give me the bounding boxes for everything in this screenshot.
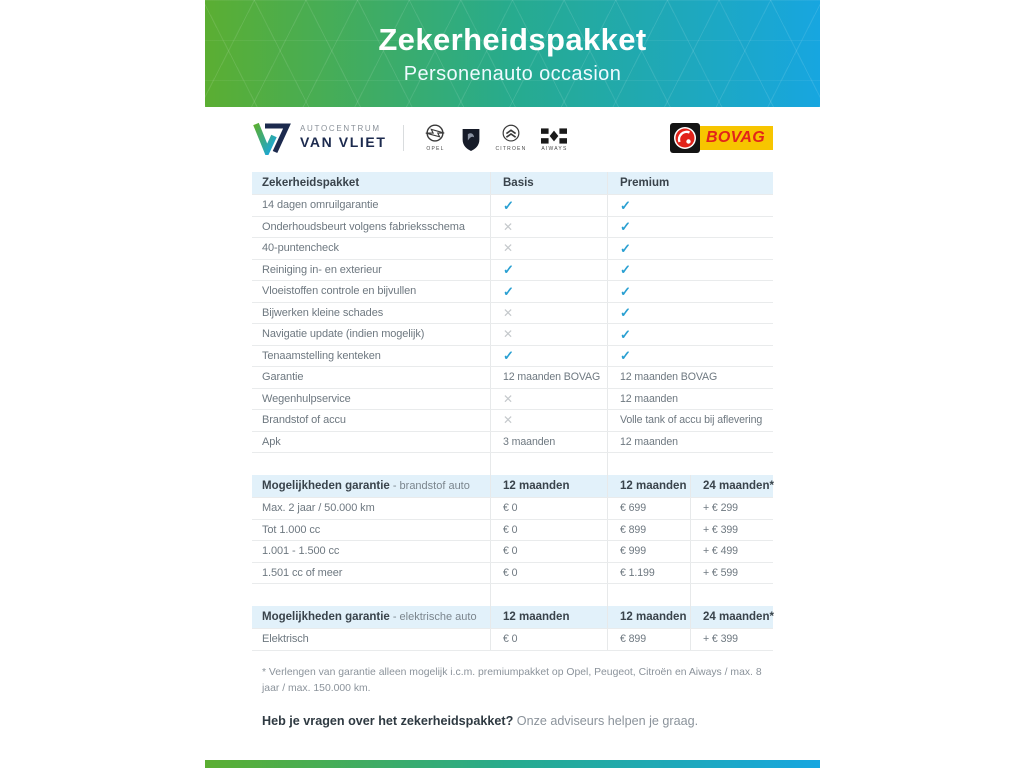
basis-cell: [490, 238, 607, 259]
fuel-header-col3: 24 maanden*: [690, 475, 773, 497]
basis-cell: [490, 324, 607, 345]
footer-gradient-bar: [205, 760, 820, 768]
basis-cell: [490, 367, 607, 388]
price-cell: € 0: [490, 498, 607, 519]
cross-icon: ✕: [503, 327, 513, 342]
row-label: 40-puntencheck: [262, 242, 339, 255]
closing-line: [252, 714, 773, 728]
row-label: 1.501 cc of meer: [262, 566, 343, 579]
price-cell: + € 399: [690, 520, 773, 541]
cell-value: 12 maanden BOVAG: [503, 371, 601, 384]
peugeot-logo: [462, 129, 480, 152]
fuel-table-title: [252, 475, 490, 497]
logo-divider: [403, 125, 404, 151]
check-icon: ✓: [503, 197, 514, 213]
price-row: [252, 520, 773, 542]
opel-label: OPEL: [426, 146, 445, 152]
row-label: Brandstof of accu: [262, 414, 346, 427]
price-row: [252, 541, 773, 563]
closing-answer: Onze adviseurs helpen je graag.: [513, 713, 699, 728]
premium-cell: [607, 195, 773, 216]
fuel-table-header: [252, 475, 773, 498]
check-icon: ✓: [620, 197, 631, 213]
premium-cell: [607, 217, 773, 238]
opel-logo-icon: [423, 123, 447, 145]
price-row: [252, 563, 773, 585]
dealer-name-top: AUTOCENTRUM: [300, 123, 381, 133]
electric-header-col1: 12 maanden: [490, 606, 607, 628]
fuel-warranty-table: [252, 475, 773, 584]
package-table-header: [252, 172, 773, 195]
price-row: [252, 498, 773, 520]
v7-logo-icon: [252, 121, 292, 155]
citroen-logo: [495, 123, 526, 152]
electric-table-title: [252, 606, 490, 628]
premium-cell: [607, 432, 773, 453]
check-icon: ✓: [620, 305, 631, 321]
fuel-title-bold: Mogelijkheden garantie: [262, 480, 390, 492]
logo-row: [252, 115, 773, 160]
bovag-logo: [670, 123, 773, 153]
basis-cell: [490, 389, 607, 410]
basis-cell: [490, 260, 607, 281]
row-label: Max. 2 jaar / 50.000 km: [262, 502, 375, 515]
page-title: Zekerheidspakket: [378, 21, 647, 57]
table-gap: [252, 584, 773, 606]
row-label: Wegenhulpservice: [262, 392, 351, 405]
package-table-row: [252, 324, 773, 346]
cell-value: Volle tank of accu bij aflevering: [620, 414, 763, 427]
closing-question: Heb je vragen over het zekerheidspakket?: [262, 713, 514, 728]
package-table-body: [252, 195, 773, 453]
price-cell: € 0: [490, 520, 607, 541]
basis-cell: [490, 432, 607, 453]
cross-icon: ✕: [503, 241, 513, 256]
fuel-table-body: [252, 498, 773, 584]
check-icon: ✓: [503, 348, 514, 364]
electric-header-col3: 24 maanden*: [690, 606, 773, 628]
cell-value: 12 maanden: [620, 392, 678, 405]
cell-value: 12 maanden: [620, 435, 678, 448]
brand-logos: [423, 123, 567, 152]
check-icon: ✓: [620, 219, 631, 235]
price-cell: + € 399: [690, 629, 773, 650]
row-label: Garantie: [262, 371, 304, 384]
check-icon: ✓: [620, 348, 631, 364]
premium-cell: [607, 238, 773, 259]
package-table-row: [252, 195, 773, 217]
citroen-logo-icon: [499, 123, 523, 145]
premium-cell: [607, 260, 773, 281]
bovag-logo-icon: [670, 123, 700, 153]
package-table-row: [252, 303, 773, 325]
package-table-row: [252, 238, 773, 260]
electric-title-rest: - elektrische auto: [392, 611, 477, 623]
package-header-label: Zekerheidspakket: [262, 177, 360, 189]
package-table-row: [252, 432, 773, 454]
opel-logo: [423, 123, 447, 152]
electric-table-header: [252, 606, 773, 629]
premium-cell: [607, 346, 773, 367]
cell-value: 3 maanden: [503, 435, 556, 448]
price-cell: + € 499: [690, 541, 773, 562]
package-table-row: [252, 346, 773, 368]
fuel-header-col2: 12 maanden: [607, 475, 690, 497]
row-label: 1.001 - 1.500 cc: [262, 545, 340, 558]
table-gap: [252, 453, 773, 475]
row-label: Elektrisch: [262, 633, 309, 646]
price-cell: + € 299: [690, 498, 773, 519]
cell-value: 12 maanden BOVAG: [620, 371, 718, 384]
basis-cell: [490, 217, 607, 238]
row-label: Navigatie update (indien mogelijk): [262, 328, 425, 341]
price-cell: € 0: [490, 563, 607, 584]
fuel-header-col1: 12 maanden: [490, 475, 607, 497]
package-table-row: [252, 260, 773, 282]
row-label: Reiniging in- en exterieur: [262, 263, 382, 276]
check-icon: ✓: [503, 262, 514, 278]
peugeot-logo-icon: [462, 129, 480, 151]
package-header-premium: Premium: [607, 172, 773, 194]
price-cell: € 0: [490, 629, 607, 650]
price-cell: € 899: [607, 520, 690, 541]
price-cell: € 0: [490, 541, 607, 562]
price-cell: € 1.199: [607, 563, 690, 584]
premium-cell: [607, 410, 773, 431]
row-label: Onderhoudsbeurt volgens fabrieksschema: [262, 220, 465, 233]
row-label: 14 dagen omruilgarantie: [262, 199, 379, 212]
banner: [205, 0, 820, 107]
package-table-row: [252, 367, 773, 389]
price-cell: + € 599: [690, 563, 773, 584]
check-icon: ✓: [620, 326, 631, 342]
cross-icon: ✕: [503, 219, 513, 234]
aiways-logo-icon: [541, 127, 567, 145]
citroen-label: CITROEN: [495, 146, 527, 152]
basis-cell: [490, 195, 607, 216]
package-table-row: [252, 217, 773, 239]
check-icon: ✓: [620, 240, 631, 256]
check-icon: ✓: [503, 283, 514, 299]
package-header-basis: Basis: [490, 172, 607, 194]
package-table-row: [252, 410, 773, 432]
fuel-title-rest: - brandstof auto: [392, 480, 470, 492]
cross-icon: ✕: [503, 413, 513, 428]
electric-table-body: [252, 629, 773, 651]
premium-cell: [607, 303, 773, 324]
basis-cell: [490, 346, 607, 367]
basis-cell: [490, 303, 607, 324]
price-row: [252, 629, 773, 651]
check-icon: ✓: [620, 283, 631, 299]
price-cell: € 899: [607, 629, 690, 650]
cross-icon: ✕: [503, 305, 513, 320]
package-table-row: [252, 389, 773, 411]
electric-warranty-table: [252, 606, 773, 651]
check-icon: ✓: [620, 262, 631, 278]
bovag-wordmark: BOVAG: [700, 126, 773, 150]
cross-icon: ✕: [503, 391, 513, 406]
premium-cell: [607, 389, 773, 410]
dealer-name-bottom: VAN VLIET: [300, 133, 387, 150]
premium-cell: [607, 324, 773, 345]
aiways-label: AIWAYS: [541, 146, 568, 152]
price-cell: € 699: [607, 498, 690, 519]
package-table: [252, 172, 773, 453]
tables-area: [252, 172, 773, 728]
row-label: Tenaamstelling kenteken: [262, 349, 381, 362]
basis-cell: [490, 281, 607, 302]
row-label: Vloeistoffen controle en bijvullen: [262, 285, 417, 298]
dealer-logo: [252, 121, 386, 155]
price-cell: € 999: [607, 541, 690, 562]
basis-cell: [490, 410, 607, 431]
package-table-row: [252, 281, 773, 303]
footnote: * Verlengen van garantie alleen mogelijk i.c.m. premiumpakket op Opel, Peugeot, Citroën en Aiways / max. 8 jaar / max. 150.000 km.: [262, 666, 762, 694]
electric-title-bold: Mogelijkheden garantie: [262, 611, 390, 623]
row-label: Apk: [262, 435, 281, 448]
aiways-logo: [541, 127, 567, 152]
dealer-name: [300, 124, 386, 152]
row-label: Tot 1.000 cc: [262, 523, 321, 536]
premium-cell: [607, 367, 773, 388]
premium-cell: [607, 281, 773, 302]
row-label: Bijwerken kleine schades: [262, 306, 384, 319]
electric-header-col2: 12 maanden: [607, 606, 690, 628]
page-subtitle: Personenauto occasion: [403, 62, 622, 85]
